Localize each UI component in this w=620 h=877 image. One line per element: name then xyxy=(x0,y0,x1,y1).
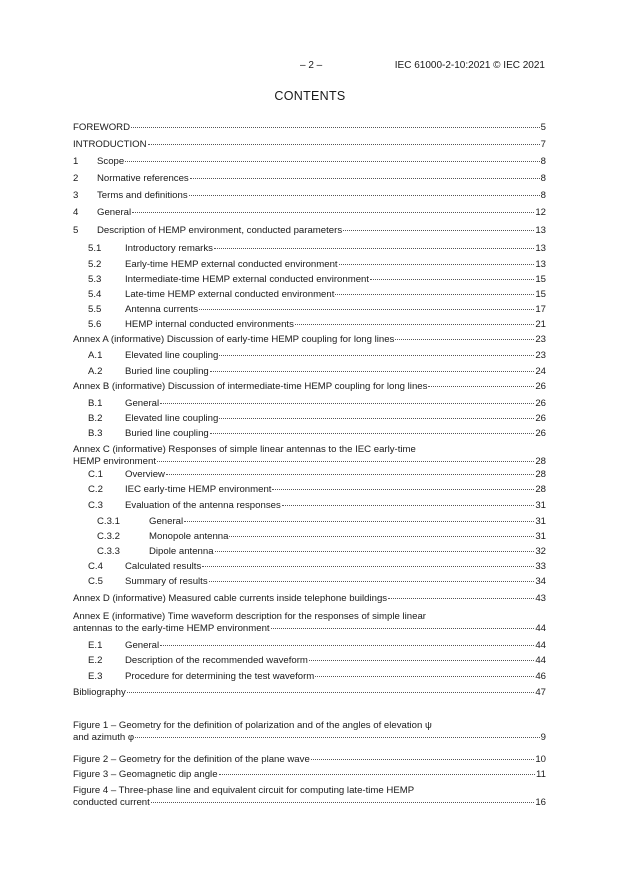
dot-leader xyxy=(199,309,534,310)
dot-leader xyxy=(282,505,535,506)
toc-entry[interactable] xyxy=(73,398,546,410)
entry-page-number: 11 xyxy=(536,769,546,780)
entry-number: C.2 xyxy=(88,484,103,495)
toc-entry[interactable] xyxy=(73,428,546,440)
entry-page-number: 44 xyxy=(535,623,546,634)
toc-entry[interactable] xyxy=(73,156,546,168)
entry-number: 4 xyxy=(73,207,79,218)
toc-entry[interactable] xyxy=(73,500,546,512)
toc-entry[interactable] xyxy=(73,173,546,185)
entry-title: Elevated line coupling xyxy=(125,350,219,361)
entry-title: Introductory remarks xyxy=(125,243,213,254)
entry-page-number: 23 xyxy=(535,334,546,345)
page-number: – 2 – xyxy=(300,60,323,71)
entry-page-number: 8 xyxy=(540,156,546,167)
entry-number: B.3 xyxy=(88,428,103,439)
entry-number: A.1 xyxy=(88,350,103,361)
entry-title: Summary of results xyxy=(125,576,208,587)
dot-leader xyxy=(148,144,540,145)
entry-number: 5.1 xyxy=(88,243,102,254)
entry-number: C.3.1 xyxy=(97,516,120,527)
dot-leader xyxy=(131,127,540,128)
entry-title-line1: Figure 1 – Geometry for the definition of polarization and of the angles of elevation ψ xyxy=(73,720,432,731)
entry-title: Annex B (informative) Discussion of intermediate-time HEMP coupling for long lines xyxy=(73,381,428,392)
entry-page-number: 31 xyxy=(535,516,546,527)
entry-number: C.3 xyxy=(88,500,103,511)
entry-page-number: 31 xyxy=(535,531,546,542)
figure-entry[interactable] xyxy=(73,785,546,809)
entry-page-number: 34 xyxy=(535,576,546,587)
dot-leader xyxy=(210,371,535,372)
dot-leader xyxy=(184,521,534,522)
entry-page-number: 44 xyxy=(535,640,546,651)
dot-leader xyxy=(215,551,535,552)
entry-title: General xyxy=(125,640,160,651)
entry-title-line1: Annex C (informative) Responses of simple linear antennas to the IEC early-time xyxy=(73,444,416,455)
entry-page-number: 26 xyxy=(535,398,546,409)
entry-number: 5.6 xyxy=(88,319,102,330)
entry-title: Normative references xyxy=(97,173,189,184)
entry-page-number: 15 xyxy=(535,274,546,285)
dot-leader xyxy=(209,581,535,582)
entry-page-number: 10 xyxy=(535,754,546,765)
entry-number: 5.5 xyxy=(88,304,102,315)
toc-entry[interactable] xyxy=(73,516,546,528)
entry-title: Antenna currents xyxy=(125,304,199,315)
entry-title-line1: Annex E (informative) Time waveform description for the responses of simple linear xyxy=(73,611,426,622)
dot-leader xyxy=(271,628,535,629)
dot-leader xyxy=(272,489,534,490)
entry-title: Elevated line coupling xyxy=(125,413,219,424)
entry-page-number: 7 xyxy=(540,139,546,150)
entry-title: Buried line coupling xyxy=(125,366,209,377)
dot-leader xyxy=(202,566,534,567)
entry-page-number: 17 xyxy=(535,304,546,315)
entry-title: Procedure for determining the test waveform xyxy=(125,671,315,682)
entry-page-number: 43 xyxy=(535,593,546,604)
entry-title: Figure 3 – Geomagnetic dip angle xyxy=(73,769,218,780)
toc-entry[interactable] xyxy=(73,304,546,316)
entry-page-number: 32 xyxy=(535,546,546,557)
dot-leader xyxy=(132,212,534,213)
entry-title: HEMP internal conducted environments xyxy=(125,319,294,330)
toc-entry[interactable] xyxy=(73,350,546,362)
dot-leader xyxy=(151,802,535,803)
toc-entry[interactable] xyxy=(73,469,546,481)
toc-entry[interactable] xyxy=(73,671,546,683)
dot-leader xyxy=(219,774,536,775)
toc-entry[interactable] xyxy=(73,243,546,255)
entry-title: FOREWORD xyxy=(73,122,131,133)
entry-title: Scope xyxy=(97,156,125,167)
toc-entry[interactable] xyxy=(73,319,546,331)
dot-leader xyxy=(395,339,534,340)
entry-number: C.5 xyxy=(88,576,103,587)
entry-number: E.1 xyxy=(88,640,103,651)
toc-entry[interactable] xyxy=(73,444,546,468)
entry-title: Description of HEMP environment, conducted parameters xyxy=(97,225,343,236)
entry-page-number: 16 xyxy=(535,797,546,808)
entry-page-number: 44 xyxy=(535,655,546,666)
entry-title: INTRODUCTION xyxy=(73,139,147,150)
entry-number: 5.2 xyxy=(88,259,102,270)
toc-entry[interactable] xyxy=(73,576,546,588)
entry-page-number: 26 xyxy=(535,428,546,439)
entry-page-number: 28 xyxy=(535,456,546,467)
entry-page-number: 28 xyxy=(535,484,546,495)
entry-page-number: 8 xyxy=(540,173,546,184)
entry-title: Annex A (informative) Discussion of early-time HEMP coupling for long lines xyxy=(73,334,395,345)
toc-entry[interactable] xyxy=(73,122,546,134)
dot-leader xyxy=(160,403,534,404)
dot-leader xyxy=(335,294,534,295)
entry-number: C.1 xyxy=(88,469,103,480)
entry-title: Overview xyxy=(125,469,165,480)
entry-number: E.2 xyxy=(88,655,103,666)
toc-entry[interactable] xyxy=(73,274,546,286)
entry-page-number: 9 xyxy=(540,732,546,743)
dot-leader xyxy=(370,279,534,280)
page-header xyxy=(0,60,620,74)
toc-entry[interactable] xyxy=(73,687,546,699)
entry-title: Calculated results xyxy=(125,561,202,572)
toc-entry[interactable] xyxy=(73,484,546,496)
dot-leader xyxy=(219,418,534,419)
dot-leader xyxy=(388,598,534,599)
entry-page-number: 8 xyxy=(540,190,546,201)
toc-entry[interactable] xyxy=(73,334,546,346)
entry-number: 2 xyxy=(73,173,79,184)
entry-title: General xyxy=(97,207,132,218)
entry-page-number: 21 xyxy=(535,319,546,330)
entry-number: C.3.2 xyxy=(97,531,120,542)
entry-title: General xyxy=(149,516,184,527)
entry-title: HEMP environment xyxy=(73,456,157,467)
entry-title: Terms and definitions xyxy=(97,190,188,201)
toc-entry[interactable] xyxy=(73,561,546,573)
entry-number: B.2 xyxy=(88,413,103,424)
dot-leader xyxy=(189,195,540,196)
entry-page-number: 26 xyxy=(535,381,546,392)
dot-leader xyxy=(135,737,540,738)
toc-entry[interactable] xyxy=(73,259,546,271)
dot-leader xyxy=(295,324,534,325)
entry-number: C.3.3 xyxy=(97,546,120,557)
toc-entry[interactable] xyxy=(73,531,546,543)
entry-title: Description of the recommended waveform xyxy=(125,655,308,666)
entry-title-line1: Figure 4 – Three-phase line and equivalent circuit for computing late-time HEMP xyxy=(73,785,415,796)
entry-page-number: 28 xyxy=(535,469,546,480)
entry-title: IEC early-time HEMP environment xyxy=(125,484,272,495)
entry-title: Late-time HEMP external conducted environment xyxy=(125,289,335,300)
entry-page-number: 47 xyxy=(535,687,546,698)
entry-page-number: 46 xyxy=(535,671,546,682)
entry-title: Monopole antenna xyxy=(149,531,229,542)
dot-leader xyxy=(315,676,534,677)
toc-entry[interactable] xyxy=(73,640,546,652)
entry-page-number: 23 xyxy=(535,350,546,361)
entry-title: Early-time HEMP external conducted environment xyxy=(125,259,338,270)
entry-number: B.1 xyxy=(88,398,103,409)
entry-page-number: 31 xyxy=(535,500,546,511)
toc-entry[interactable] xyxy=(73,207,546,219)
entry-title: General xyxy=(125,398,160,409)
entry-number: C.4 xyxy=(88,561,103,572)
entry-title: Dipole antenna xyxy=(149,546,214,557)
toc-entry[interactable] xyxy=(73,139,546,151)
toc-entry[interactable] xyxy=(73,225,546,237)
dot-leader xyxy=(343,230,534,231)
toc-entry[interactable] xyxy=(73,190,546,202)
dot-leader xyxy=(127,692,535,693)
entry-page-number: 12 xyxy=(535,207,546,218)
entry-title: Annex D (informative) Measured cable currents inside telephone buildings xyxy=(73,593,388,604)
toc-entry[interactable] xyxy=(73,413,546,425)
entry-title: Figure 2 – Geometry for the definition of the plane wave xyxy=(73,754,310,765)
entry-number: 1 xyxy=(73,156,79,167)
entry-page-number: 13 xyxy=(535,259,546,270)
dot-leader xyxy=(160,645,534,646)
page-title: CONTENTS xyxy=(274,89,346,103)
entry-page-number: 13 xyxy=(535,243,546,254)
entry-title: Buried line coupling xyxy=(125,428,209,439)
toc-entry[interactable] xyxy=(73,546,546,558)
entry-page-number: 15 xyxy=(535,289,546,300)
dot-leader xyxy=(190,178,540,179)
entry-number: A.2 xyxy=(88,366,103,377)
dot-leader xyxy=(214,248,534,249)
entry-page-number: 33 xyxy=(535,561,546,572)
dot-leader xyxy=(309,660,534,661)
entry-title: Evaluation of the antenna responses xyxy=(125,500,281,511)
entry-page-number: 26 xyxy=(535,413,546,424)
dot-leader xyxy=(311,759,535,760)
dot-leader xyxy=(166,474,534,475)
entry-number: 5 xyxy=(73,225,79,236)
entry-page-number: 5 xyxy=(540,122,546,133)
entry-number: 5.4 xyxy=(88,289,102,300)
dot-leader xyxy=(210,433,535,434)
toc-entry[interactable] xyxy=(73,381,546,393)
figure-entry[interactable] xyxy=(73,720,546,744)
entry-title: antennas to the early-time HEMP environment xyxy=(73,623,270,634)
entry-number: 3 xyxy=(73,190,79,201)
dot-leader xyxy=(219,355,534,356)
toc-entry[interactable] xyxy=(73,366,546,378)
entry-title: conducted current xyxy=(73,797,150,808)
toc-entry[interactable] xyxy=(73,655,546,667)
figure-entry[interactable] xyxy=(73,769,546,781)
toc-entry[interactable] xyxy=(73,593,546,605)
figure-entry[interactable] xyxy=(73,754,546,766)
entry-title: and azimuth φ xyxy=(73,732,135,743)
entry-page-number: 24 xyxy=(535,366,546,377)
document-reference: IEC 61000-2-10:2021 © IEC 2021 xyxy=(394,60,545,71)
toc-entry[interactable] xyxy=(73,289,546,301)
dot-leader xyxy=(428,386,534,387)
dot-leader xyxy=(125,161,539,162)
entry-number: 5.3 xyxy=(88,274,102,285)
dot-leader xyxy=(339,264,535,265)
entry-number: E.3 xyxy=(88,671,103,682)
entry-title: Intermediate-time HEMP external conducted environment xyxy=(125,274,370,285)
dot-leader xyxy=(229,536,534,537)
toc-entry[interactable] xyxy=(73,611,546,635)
entry-title: Bibliography xyxy=(73,687,126,698)
dot-leader xyxy=(157,461,534,462)
entry-page-number: 13 xyxy=(535,225,546,236)
